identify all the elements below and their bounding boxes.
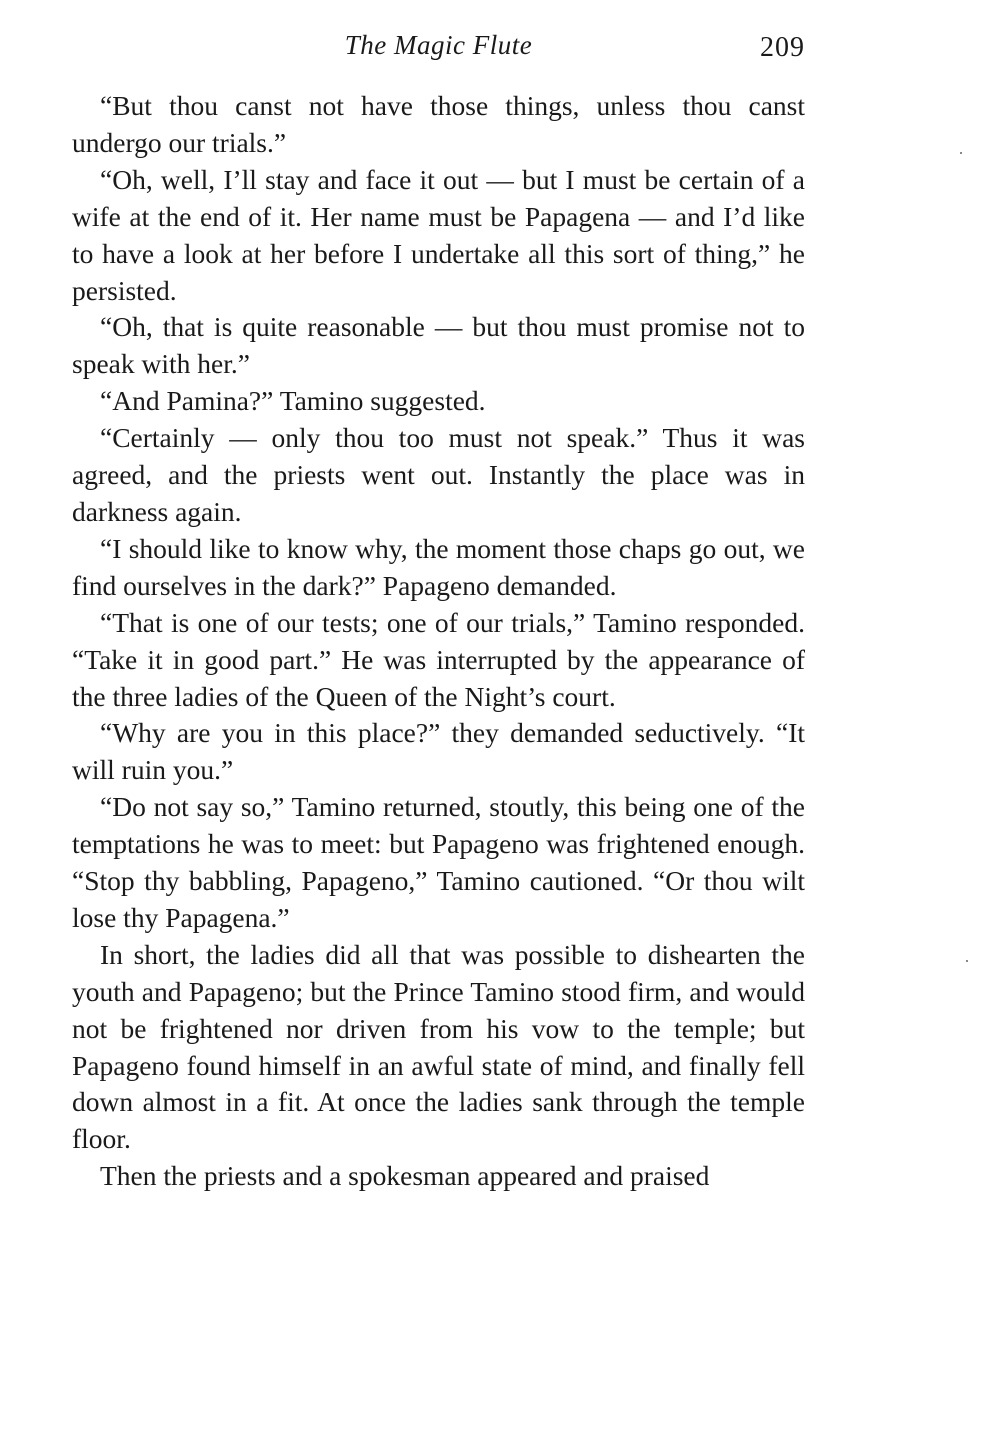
paragraph: “But thou canst not have those things, unless thou canst undergo our trials.” — [72, 90, 805, 158]
paragraph: “Oh, well, I’ll stay and face it out — but I must be certain of a wife at the end of it. Her name must be Papagena — and I’d like to have a look at her before I undertake all this sort of thing,” he persisted. — [72, 163, 805, 306]
paragraph: “Certainly — only thou too must not speak.” Thus it was agreed, and the priests went out. Instantly the place was in darkness again. — [72, 422, 805, 527]
paragraph: “That is one of our tests; one of our trials,” Tamino responded. “Take it in good part.” He was interrupted by the appearance of the three ladies of the Queen of the Night’s court. — [72, 606, 805, 712]
margin-speck — [966, 960, 968, 962]
paragraph: “Oh, that is quite reasonable — but thou must promise not to speak with her.” — [72, 311, 805, 380]
paragraph: “Why are you in this place?” they demanded seductively. “It will ruin you.” — [72, 717, 805, 786]
paragraph: “I should like to know why, the moment those chaps go out, we find ourselves in the dark?” Papageno demanded. — [72, 532, 805, 601]
text-body — [72, 88, 805, 1195]
paragraph: In short, the ladies did all that was possible to dishearten the youth and Papageno; but the Prince Tamino stood firm, and would not be frightened nor driven from his vow to the temple; but Papageno found himself in an awful state of mind, and finally fell down almost in a fit. At once the ladies sank through the temple floor. — [72, 938, 805, 1155]
running-head — [72, 30, 805, 70]
paragraph: Then the priests and a spokesman appeared and praised — [100, 1160, 710, 1192]
running-title: The Magic Flute — [344, 30, 533, 60]
page-number: 209 — [760, 32, 805, 63]
paragraph: “Do not say so,” Tamino returned, stoutly, this being one of the temptations he was to meet: but Papageno was frightened enough. “Stop thy babbling, Papageno,” Tamino cautioned. “Or thou wilt lose thy Papagena.” — [72, 791, 805, 933]
paragraph: “And Pamina?” Tamino suggested. — [100, 385, 486, 417]
margin-speck — [960, 152, 962, 154]
